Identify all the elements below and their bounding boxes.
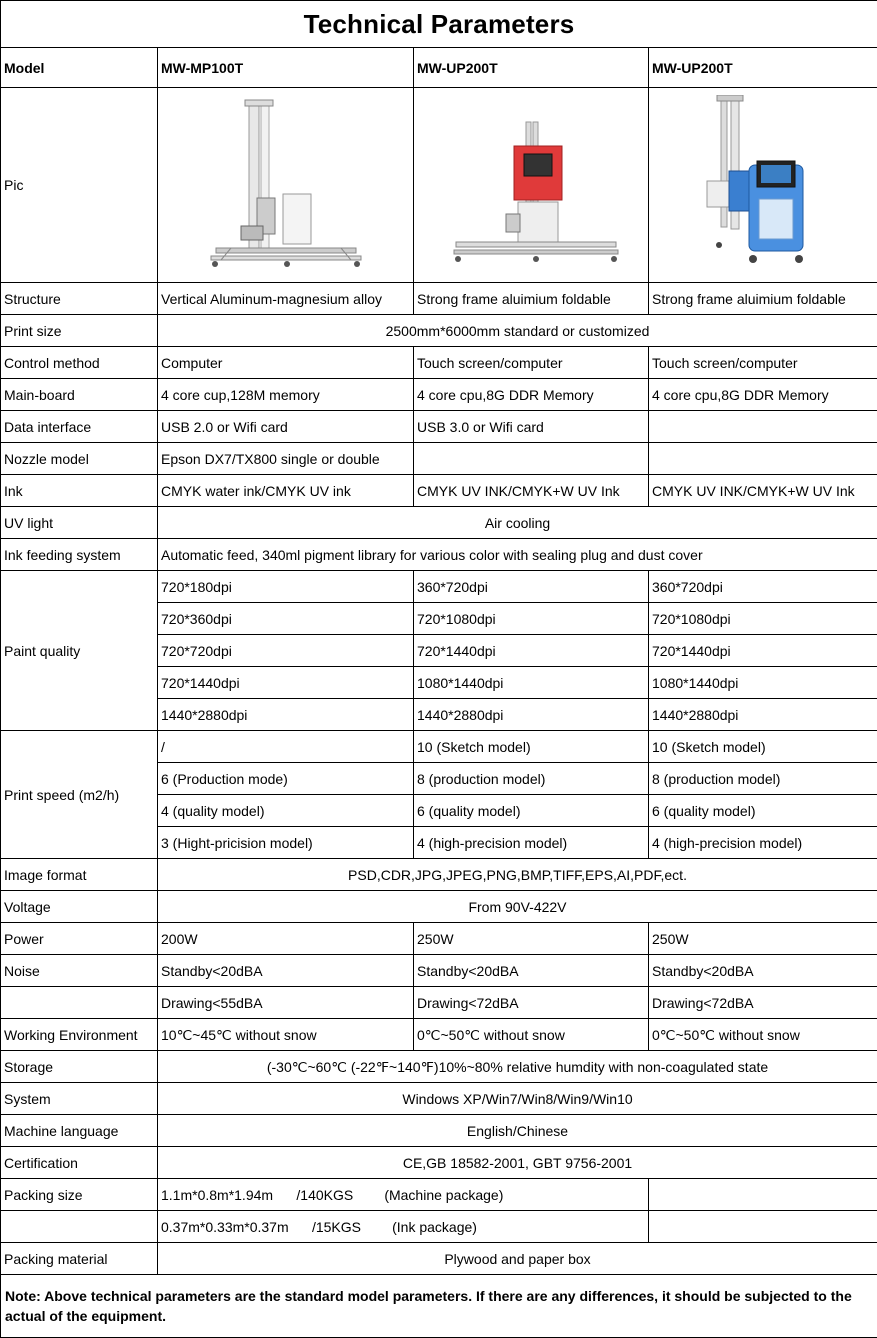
- print-size-value: 2500mm*6000mm standard or customized: [158, 315, 877, 347]
- structure-value-2: Strong frame aluimium foldable: [414, 283, 649, 315]
- print-speed-cell: 6 (quality model): [649, 795, 877, 827]
- packing-size-empty: [649, 1211, 877, 1243]
- ink-value-2: CMYK UV INK/CMYK+W UV Ink: [414, 475, 649, 507]
- certification-value: CE,GB 18582-2001, GBT 9756-2001: [158, 1147, 877, 1179]
- paint-quality-cell: 720*1440dpi: [649, 635, 877, 667]
- ink-feeding-label: Ink feeding system: [1, 539, 158, 571]
- header-label: Model: [1, 48, 158, 88]
- structure-value-3: Strong frame aluimium foldable: [649, 283, 877, 315]
- print-speed-cell: 8 (production model): [414, 763, 649, 795]
- noise-label: Noise: [1, 955, 158, 987]
- paint-quality-label: Paint quality: [1, 571, 158, 731]
- page-title: Technical Parameters: [1, 1, 877, 48]
- model-3: MW-UP200T: [649, 48, 877, 88]
- nozzle-value-2: [414, 443, 649, 475]
- mainboard-label: Main-board: [1, 379, 158, 411]
- environment-label: Working Environment: [1, 1019, 158, 1051]
- noise-standby-2: Standby<20dBA: [414, 955, 649, 987]
- paint-quality-cell: 720*1080dpi: [414, 603, 649, 635]
- image-format-value: PSD,CDR,JPG,JPEG,PNG,BMP,TIFF,EPS,AI,PDF,ect.: [158, 859, 877, 891]
- noise-empty-label: [1, 987, 158, 1019]
- paint-quality-cell: 720*1440dpi: [414, 635, 649, 667]
- packing-size-empty-label: [1, 1211, 158, 1243]
- packing-material-label: Packing material: [1, 1243, 158, 1275]
- paint-quality-cell: 360*720dpi: [414, 571, 649, 603]
- print-speed-cell: 4 (high-precision model): [414, 827, 649, 859]
- print-speed-cell: 4 (high-precision model): [649, 827, 877, 859]
- paint-quality-cell: 1440*2880dpi: [414, 699, 649, 731]
- uv-light-label: UV light: [1, 507, 158, 539]
- data-interface-label: Data interface: [1, 411, 158, 443]
- printer-image-1: [158, 88, 414, 283]
- print-size-label: Print size: [1, 315, 158, 347]
- system-label: System: [1, 1083, 158, 1115]
- packing-size-ink: 0.37m*0.33m*0.37m /15KGS (Ink package): [158, 1211, 649, 1243]
- power-label: Power: [1, 923, 158, 955]
- paint-quality-cell: 720*720dpi: [158, 635, 414, 667]
- print-speed-cell: 10 (Sketch model): [649, 731, 877, 763]
- paint-quality-cell: 720*1440dpi: [158, 667, 414, 699]
- nozzle-label: Nozzle model: [1, 443, 158, 475]
- pic-label: Pic: [1, 88, 158, 283]
- language-value: English/Chinese: [158, 1115, 877, 1147]
- printer-image-3: [649, 88, 877, 283]
- power-value-3: 250W: [649, 923, 877, 955]
- voltage-value: From 90V-422V: [158, 891, 877, 923]
- print-speed-cell: 3 (Hight-pricision model): [158, 827, 414, 859]
- noise-drawing-1: Drawing<55dBA: [158, 987, 414, 1019]
- power-value-2: 250W: [414, 923, 649, 955]
- noise-standby-1: Standby<20dBA: [158, 955, 414, 987]
- ink-label: Ink: [1, 475, 158, 507]
- ink-value-3: CMYK UV INK/CMYK+W UV Ink: [649, 475, 877, 507]
- model-1: MW-MP100T: [158, 48, 414, 88]
- noise-drawing-3: Drawing<72dBA: [649, 987, 877, 1019]
- ink-feeding-value: Automatic feed, 340ml pigment library for various color with sealing plug and dust cover: [158, 539, 877, 571]
- nozzle-value-3: [649, 443, 877, 475]
- image-format-label: Image format: [1, 859, 158, 891]
- packing-material-value: Plywood and paper box: [158, 1243, 877, 1275]
- print-speed-cell: 4 (quality model): [158, 795, 414, 827]
- storage-value: (-30℃~60℃ (-22℉~140℉)10%~80% relative humdity with non-coagulated state: [158, 1051, 877, 1083]
- nozzle-value-1: Epson DX7/TX800 single or double: [158, 443, 414, 475]
- certification-label: Certification: [1, 1147, 158, 1179]
- control-value-2: Touch screen/computer: [414, 347, 649, 379]
- print-speed-cell: 10 (Sketch model): [414, 731, 649, 763]
- printer-image-2: [414, 88, 649, 283]
- uv-light-value: Air cooling: [158, 507, 877, 539]
- packing-size-label: Packing size: [1, 1179, 158, 1211]
- print-speed-cell: 8 (production model): [649, 763, 877, 795]
- print-speed-cell: /: [158, 731, 414, 763]
- print-speed-label: Print speed (m2/h): [1, 731, 158, 859]
- data-interface-value-1: USB 2.0 or Wifi card: [158, 411, 414, 443]
- paint-quality-cell: 720*1080dpi: [649, 603, 877, 635]
- voltage-label: Voltage: [1, 891, 158, 923]
- mainboard-value-3: 4 core cpu,8G DDR Memory: [649, 379, 877, 411]
- control-value-3: Touch screen/computer: [649, 347, 877, 379]
- mainboard-value-1: 4 core cup,128M memory: [158, 379, 414, 411]
- note-text: Note: Above technical parameters are the standard model parameters. If there are any differences, it should be subjected to the actual of the equipment.: [1, 1275, 877, 1338]
- paint-quality-cell: 720*180dpi: [158, 571, 414, 603]
- ink-value-1: CMYK water ink/CMYK UV ink: [158, 475, 414, 507]
- system-value: Windows XP/Win7/Win8/Win9/Win10: [158, 1083, 877, 1115]
- control-label: Control method: [1, 347, 158, 379]
- print-speed-cell: 6 (Production mode): [158, 763, 414, 795]
- paint-quality-cell: 1080*1440dpi: [414, 667, 649, 699]
- control-value-1: Computer: [158, 347, 414, 379]
- paint-quality-cell: 1440*2880dpi: [158, 699, 414, 731]
- structure-value-1: Vertical Aluminum-magnesium alloy: [158, 283, 414, 315]
- paint-quality-cell: 360*720dpi: [649, 571, 877, 603]
- print-speed-cell: 6 (quality model): [414, 795, 649, 827]
- paint-quality-cell: 1080*1440dpi: [649, 667, 877, 699]
- power-value-1: 200W: [158, 923, 414, 955]
- data-interface-value-3: [649, 411, 877, 443]
- noise-standby-3: Standby<20dBA: [649, 955, 877, 987]
- language-label: Machine language: [1, 1115, 158, 1147]
- model-2: MW-UP200T: [414, 48, 649, 88]
- environment-value-3: 0℃~50℃ without snow: [649, 1019, 877, 1051]
- environment-value-2: 0℃~50℃ without snow: [414, 1019, 649, 1051]
- noise-drawing-2: Drawing<72dBA: [414, 987, 649, 1019]
- structure-label: Structure: [1, 283, 158, 315]
- data-interface-value-2: USB 3.0 or Wifi card: [414, 411, 649, 443]
- packing-size-empty: [649, 1179, 877, 1211]
- paint-quality-cell: 720*360dpi: [158, 603, 414, 635]
- mainboard-value-2: 4 core cpu,8G DDR Memory: [414, 379, 649, 411]
- paint-quality-cell: 1440*2880dpi: [649, 699, 877, 731]
- packing-size-machine: 1.1m*0.8m*1.94m /140KGS (Machine package): [158, 1179, 649, 1211]
- environment-value-1: 10℃~45℃ without snow: [158, 1019, 414, 1051]
- storage-label: Storage: [1, 1051, 158, 1083]
